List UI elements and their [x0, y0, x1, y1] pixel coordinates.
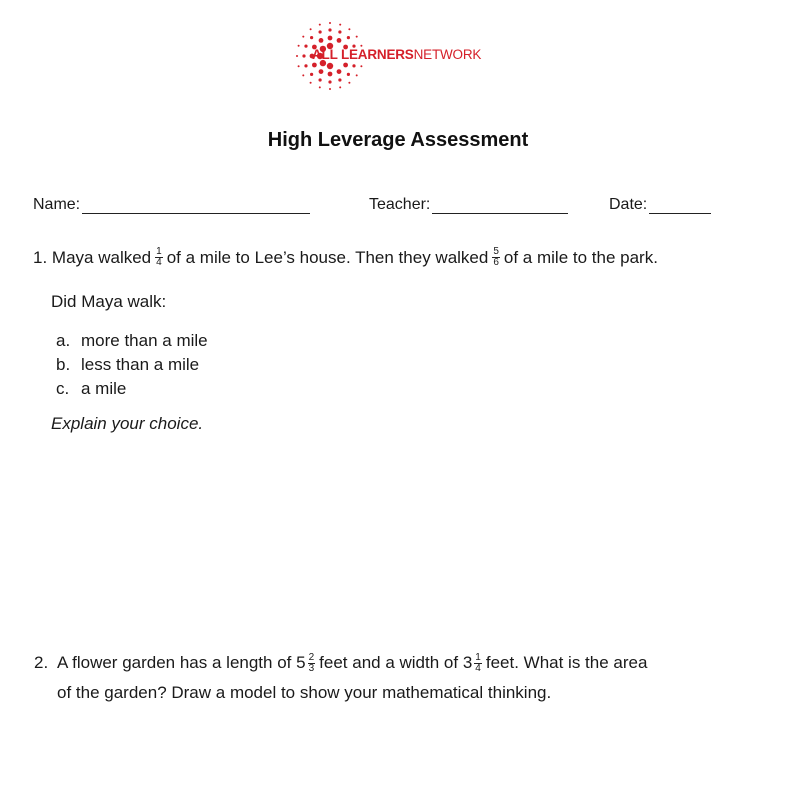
q1-prompt: Did Maya walk: — [51, 292, 167, 311]
logo-dot — [339, 86, 341, 88]
all-learners-network-logo — [294, 20, 482, 92]
fraction-denominator: 3 — [308, 662, 315, 674]
logo-dot — [328, 80, 331, 83]
logo-dot — [337, 38, 342, 43]
q2-length-fraction — [308, 653, 316, 674]
option-letter: b. — [56, 355, 71, 374]
logo-dot — [302, 36, 304, 38]
logo-dot — [310, 73, 313, 76]
fraction-denominator: 4 — [156, 257, 162, 268]
logo-dot — [298, 65, 300, 67]
q1-number: 1. — [33, 247, 48, 267]
q2-line-2: of the garden? Draw a model to show your mathematical thinking. — [57, 683, 552, 702]
date-label: Date: — [609, 196, 648, 213]
logo-dot — [328, 28, 331, 31]
page-title: High Leverage Assessment — [267, 129, 529, 151]
logo-dot — [352, 64, 355, 67]
option-letter: c. — [56, 379, 70, 398]
q1-fraction-2 — [492, 247, 500, 268]
q1-text-part1: Maya walked — [51, 247, 152, 267]
logo-dot — [329, 22, 331, 24]
logo-dot — [319, 38, 324, 43]
q2-text-part2: feet and a width of — [319, 653, 459, 672]
logo-dot — [304, 45, 307, 48]
list-item — [56, 329, 208, 353]
q2-length-whole: 5 — [296, 653, 306, 672]
question-2 — [34, 648, 647, 708]
q1-explain-prompt: Explain your choice. — [51, 414, 204, 433]
logo-dot — [347, 73, 350, 76]
logo-dot — [319, 30, 322, 33]
fraction-denominator: 6 — [493, 257, 499, 268]
option-text: more than a mile — [81, 331, 208, 350]
logo-dot — [310, 36, 313, 39]
logo-dot — [296, 55, 298, 57]
logo-dot — [360, 65, 362, 67]
question-1 — [33, 247, 658, 268]
option-text: less than a mile — [81, 355, 200, 374]
list-item — [56, 353, 208, 377]
logo-dot — [348, 82, 350, 84]
q1-options-list — [56, 329, 208, 401]
logo-dot — [302, 54, 305, 57]
name-label: Name: — [33, 196, 81, 213]
logo-dot — [310, 82, 312, 84]
fraction-denominator: 4 — [475, 662, 481, 674]
logo-dot — [328, 36, 333, 41]
logo-dot — [338, 30, 341, 33]
date-line[interactable] — [649, 197, 711, 214]
q2-line-1 — [34, 648, 647, 678]
logo-dot — [329, 88, 331, 90]
logo-dot — [319, 24, 321, 26]
logo-dot — [310, 28, 312, 30]
q1-fraction-1 — [155, 247, 163, 268]
date-field — [609, 196, 711, 214]
q2-text-part3: feet. What is the area — [485, 653, 648, 672]
logo-dot — [348, 28, 350, 30]
fraction-numerator: 1 — [156, 246, 162, 257]
logo-bold-text: ALL LEARNERS — [312, 47, 414, 62]
q2-text-part1: A flower garden has a length of — [57, 653, 292, 672]
logo-dot — [337, 69, 342, 74]
logo-dot — [327, 63, 333, 69]
logo-wordmark — [312, 47, 481, 62]
logo-light-text: NETWORK — [413, 47, 482, 62]
option-text: a mile — [81, 379, 127, 398]
name-field — [33, 196, 310, 214]
teacher-line[interactable] — [432, 197, 568, 214]
logo-dot — [302, 74, 304, 76]
q1-text-part2: of a mile to Lee’s house. Then they walked — [166, 247, 489, 267]
q2-width-whole: 3 — [462, 653, 473, 672]
q2-number: 2. — [34, 653, 49, 672]
fraction-numerator: 1 — [475, 651, 481, 663]
logo-dot — [304, 64, 307, 67]
name-line[interactable] — [82, 197, 310, 214]
logo-dot — [343, 63, 348, 68]
list-item — [56, 377, 208, 401]
logo-dot — [312, 63, 317, 68]
logo-dot — [339, 24, 341, 26]
teacher-label: Teacher: — [369, 196, 431, 213]
q2-width-fraction — [474, 653, 482, 674]
q1-text-part3: of a mile to the park. — [503, 247, 658, 267]
logo-dot — [356, 74, 358, 76]
logo-dot — [347, 36, 350, 39]
logo-dot — [298, 45, 300, 47]
logo-dot — [356, 36, 358, 38]
logo-dot — [328, 72, 333, 77]
logo-dot — [319, 69, 324, 74]
logo-dot — [338, 78, 341, 81]
fraction-numerator: 5 — [493, 246, 499, 257]
logo-dot — [319, 78, 322, 81]
teacher-field — [369, 196, 568, 214]
fraction-numerator: 2 — [308, 651, 315, 663]
logo-dot — [319, 86, 321, 88]
option-letter: a. — [56, 331, 71, 350]
